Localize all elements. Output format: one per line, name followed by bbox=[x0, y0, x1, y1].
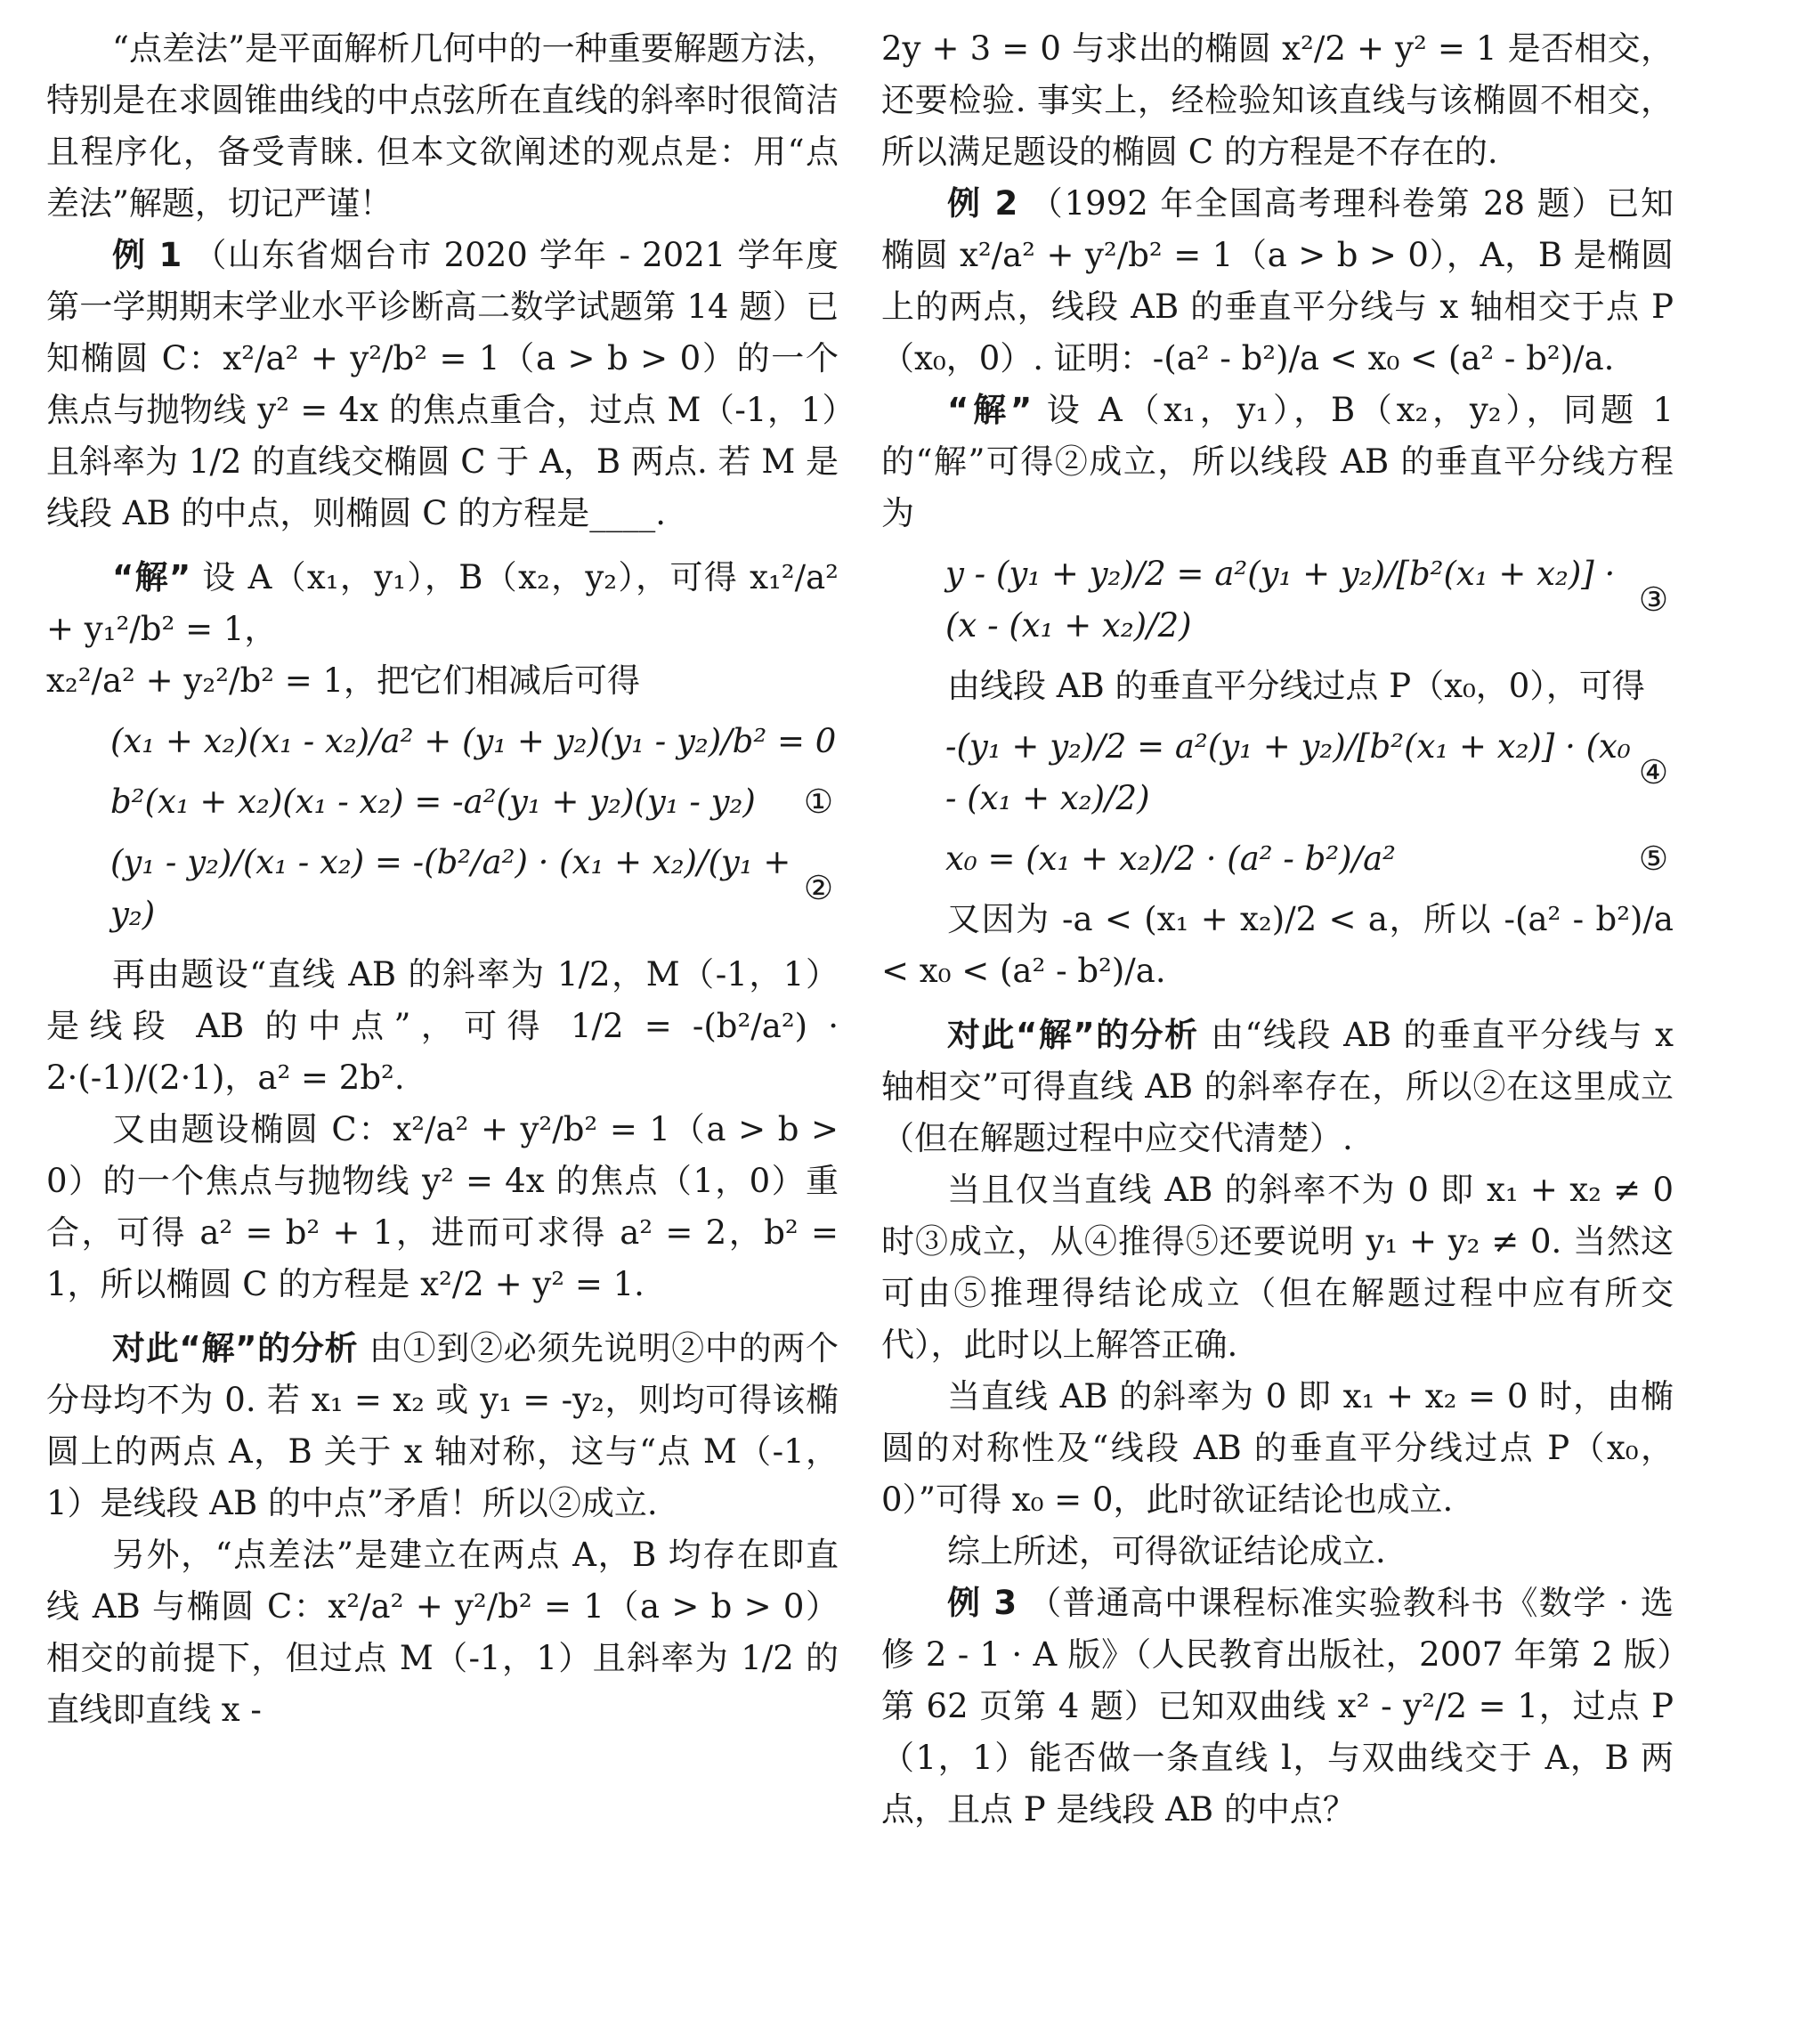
example-1-text: （山东省烟台市 2020 学年 - 2021 学年度第一学期期末学业水平诊断高二数学试题第 14 题）已知椭圆 C：x²/a² + y²/b² = 1（a > b > 0）的一个焦点与抛物线 y² = 4x 的焦点重合，过点 M（-1，1）且斜率为 1/2 的直线交椭圆 C 于 A，B 两点. 若 M 是线段 AB 的中点，则椭圆 C 的方程是____. bbox=[46, 236, 839, 532]
summary-paragraph: 综上所述，可得欲证结论成立. bbox=[947, 1532, 1386, 1570]
analysis-2-text: 由“线段 AB 的垂直平分线与 x 轴相交”可得直线 AB 的斜率存在，所以②在这里成立（但在解题过程中应交代清楚）. bbox=[881, 1016, 1674, 1157]
iff-paragraph: 当且仅当直线 AB 的斜率不为 0 即 x₁ + x₂ ≠ 0 时③成立，从④推得⑤还要说明 y₁ + y₂ ≠ 0. 当然这可由⑤推理得结论成立（但在解题过程中应有所交代），此时以上解答正确. bbox=[881, 1171, 1674, 1364]
left-column bbox=[46, 23, 839, 1736]
analysis-2 bbox=[881, 1010, 1674, 1164]
example-3 bbox=[881, 1578, 1674, 1836]
zero-slope-paragraph: 当直线 AB 的斜率为 0 即 x₁ + x₂ = 0 时，由椭圆的对称性及“线段 AB 的垂直平分线过点 P（x₀，0）”可得 x₀ = 0，此时欲证结论也成立. bbox=[881, 1377, 1674, 1519]
example-2 bbox=[881, 178, 1674, 385]
because-paragraph: 又因为 -a < (x₁ + x₂)/2 < a，所以 -(a² - b²)/a < x₀ < (a² - b²)/a. bbox=[881, 900, 1674, 990]
besides-paragraph: 另外，“点差法”是建立在两点 A，B 均存在即直线 AB 与椭圆 C：x²/a² + y²/b² = 1（a > b > 0）相交的前提下，但过点 M（-1，1）且斜率为 1/2 的直线即直线 x - bbox=[46, 1536, 839, 1729]
example-1-label: 例 1 bbox=[112, 236, 182, 274]
example-3-text: （普通高中课程标准实验教科书《数学 · 选修 2 - 1 · A 版》（人民教育出版社，2007 年第 2 版）第 62 页第 4 题）已知双曲线 x² - y²/2 = 1，过点 P（1，1）能否做一条直线 l，与双曲线交于 A，B 两点，且点 P 是线段 AB 的中点？ bbox=[881, 1584, 1674, 1829]
solution-1-text: 设 A（x₁，y₁），B（x₂，y₂），可得 x₁²/a² + y₁²/b² = 1， bbox=[46, 558, 839, 648]
right-column bbox=[881, 23, 1674, 1836]
equation-3-number: ③ bbox=[1638, 580, 1668, 619]
equation-subtract bbox=[46, 716, 839, 767]
slope-paragraph: 再由题设“直线 AB 的斜率为 1/2，M（-1，1）是线段 AB 的中点”，可得 1/2 = -(b²/a²) · 2·(-1)/(2·1)，a² = 2b². bbox=[46, 955, 839, 1097]
equation-1 bbox=[46, 776, 839, 828]
equation-2 bbox=[46, 837, 839, 940]
solution-1-text-2: x₂²/a² + y₂²/b² = 1，把它们相减后可得 bbox=[46, 661, 641, 700]
continuation-paragraph: 2y + 3 = 0 与求出的椭圆 x²/2 + y² = 1 是否相交，还要检验. 事实上，经检验知该直线与该椭圆不相交，所以满足题设的椭圆 C 的方程是不存在的. bbox=[881, 29, 1674, 171]
equation-2-number: ② bbox=[803, 869, 833, 907]
analysis-2-label: 对此“解”的分析 bbox=[947, 1016, 1199, 1054]
equation-subtract-expr: (x₁ + x₂)(x₁ - x₂)/a² + (y₁ + y₂)(y₁ - y₂)/b² = 0 bbox=[110, 722, 837, 760]
example-1 bbox=[46, 230, 839, 539]
example-2-text: （1992 年全国高考理科卷第 28 题）已知椭圆 x²/a² + y²/b² = 1（a > b > 0），A，B 是椭圆上的两点，线段 AB 的垂直平分线与 x 轴相交于点 P（x₀，0）. 证明：-(a² - b²)/a < x₀ < (a² - b²)/a. bbox=[881, 184, 1674, 377]
example-3-label: 例 3 bbox=[947, 1584, 1018, 1622]
analysis-1-text: 由①到②必须先说明②中的两个分母均不为 0. 若 x₁ = x₂ 或 y₁ = -y₂，则均可得该椭圆上的两点 A，B 关于 x 轴对称，这与“点 M（-1，1）是线段 AB 的中点”矛盾！所以②成立. bbox=[46, 1329, 839, 1522]
equation-3-expr: y - (y₁ + y₂)/2 = a²(y₁ + y₂)/[b²(x₁ + x₂)] · (x - (x₁ + x₂)/2) bbox=[945, 555, 1616, 645]
through-paragraph: 由线段 AB 的垂直平分线过点 P（x₀，0），可得 bbox=[947, 667, 1645, 705]
equation-5-expr: x₀ = (x₁ + x₂)/2 · (a² - b²)/a² bbox=[945, 840, 1396, 878]
solution-1 bbox=[46, 552, 839, 655]
analysis-1-label: 对此“解”的分析 bbox=[112, 1329, 359, 1367]
equation-5-number: ⑤ bbox=[1638, 840, 1668, 878]
equation-1-number: ① bbox=[803, 783, 833, 821]
solution-1-label: “解” bbox=[112, 558, 191, 596]
intro-paragraph: “点差法”是平面解析几何中的一种重要解题方法，特别是在求圆锥曲线的中点弦所在直线的斜率时很简洁且程序化，备受青睐. 但本文欲阐述的观点是：用“点差法”解题，切记严谨！ bbox=[46, 29, 839, 223]
equation-3 bbox=[881, 548, 1674, 652]
equation-4 bbox=[881, 721, 1674, 824]
solution-2-label: “解” bbox=[947, 391, 1033, 429]
equation-1-expr: b²(x₁ + x₂)(x₁ - x₂) = -a²(y₁ + y₂)(y₁ - y₂) bbox=[110, 783, 756, 821]
equation-4-number: ④ bbox=[1638, 753, 1668, 791]
example-2-label: 例 2 bbox=[947, 184, 1018, 223]
solution-2 bbox=[881, 385, 1674, 539]
analysis-1 bbox=[46, 1323, 839, 1529]
equation-5 bbox=[881, 833, 1674, 885]
focus-paragraph: 又由题设椭圆 C：x²/a² + y²/b² = 1（a > b > 0）的一个焦点与抛物线 y² = 4x 的焦点（1，0）重合，可得 a² = b² + 1，进而可求得 a² = 2，b² = 1，所以椭圆 C 的方程是 x²/2 + y² = 1. bbox=[46, 1110, 839, 1303]
solution-2-text: 设 A（x₁，y₁），B（x₂，y₂），同题 1 的“解”可得②成立，所以线段 AB 的垂直平分线方程为 bbox=[881, 391, 1674, 532]
equation-4-expr: -(y₁ + y₂)/2 = a²(y₁ + y₂)/[b²(x₁ + x₂)] · (x₀ - (x₁ + x₂)/2) bbox=[945, 727, 1631, 817]
equation-2-expr: (y₁ - y₂)/(x₁ - x₂) = -(b²/a²) · (x₁ + x₂)/(y₁ + y₂) bbox=[110, 843, 791, 933]
